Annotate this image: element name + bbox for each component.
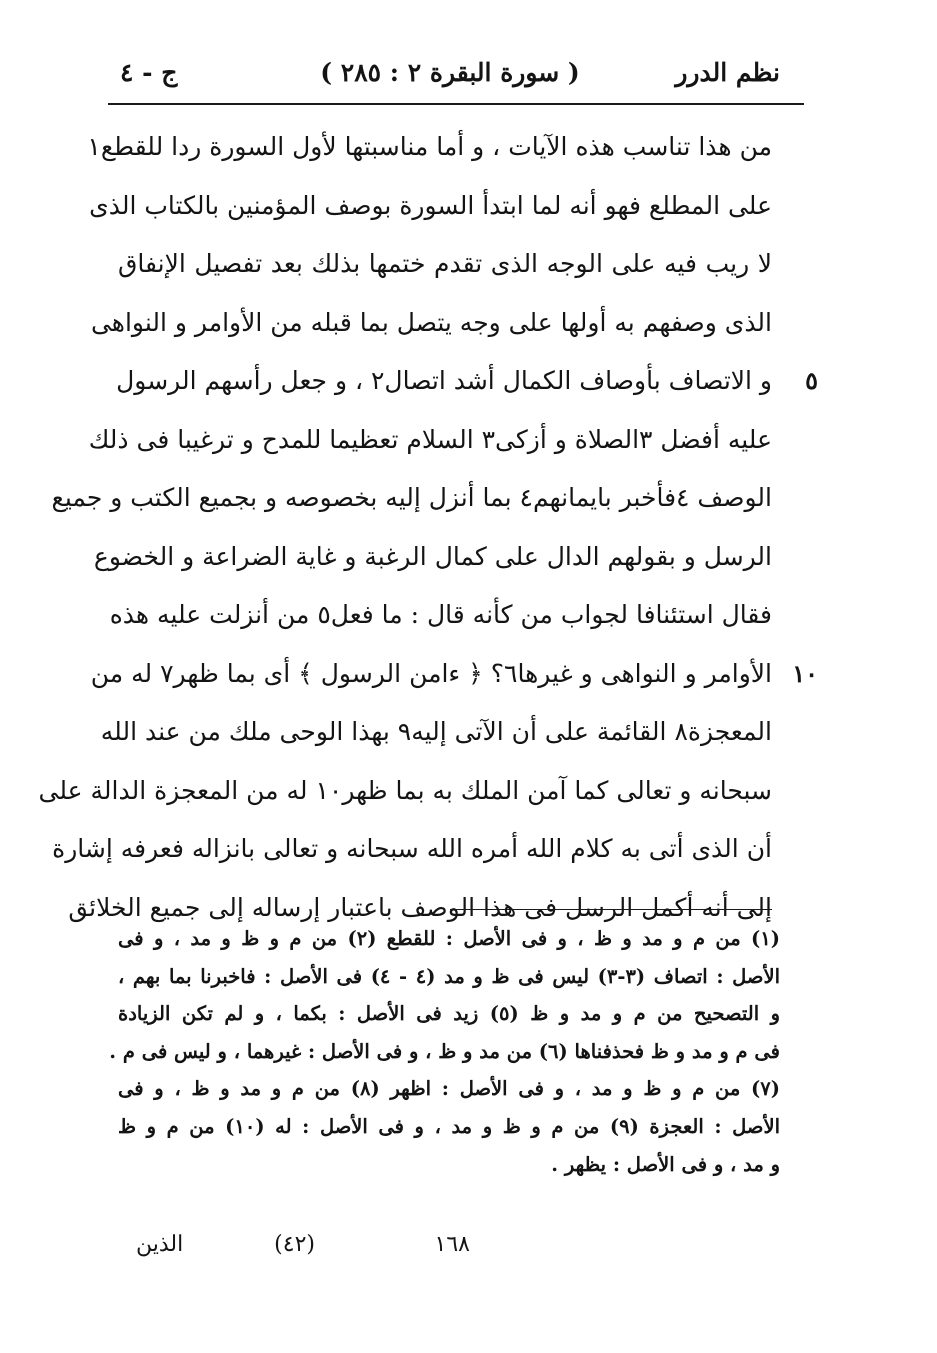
surah-reference: ( سورة البقرة ٢ : ٢٨٥ ) xyxy=(320,58,580,87)
text-line: على المطلع فهو أنه لما ابتدأ السورة بوصف المؤمنين بالكتاب الذى xyxy=(89,190,772,220)
text-line: الرسل و بقولهم الدال على كمال الرغبة و غاية الضراعة و الخضوع xyxy=(93,541,772,571)
page-number: ١٦٨ xyxy=(434,1232,470,1257)
footnote-line: و مد ، و فى الأصل : يظهر . xyxy=(551,1152,780,1176)
text-line: المعجزة٨ القائمة على أن الآتى إليه٩ بهذا الوحى ملك من عند الله xyxy=(100,717,772,746)
footnote-line: (١) من م و مد و ظ ، و فى الأصل : للقطع (٢) من م و ظ و مد ، و فى xyxy=(118,927,780,950)
text-line-content: الأوامر و النواهى و غيرها٦؟ ﴿ ءامن الرسول ﴾ أى بما ظهر٧ له من xyxy=(90,658,772,688)
text-line-5 xyxy=(116,352,818,411)
text-line-content: و الاتصاف بأوصاف الكمال أشد اتصال٢ ، و جعل رأسهم الرسول xyxy=(116,366,772,395)
footnote-rule xyxy=(450,909,772,910)
line-number-10: ١٠ xyxy=(792,658,818,688)
text-line-10 xyxy=(90,645,818,704)
text-line: أن الذى أتى به كلام الله أمره الله سبحانه و تعالى بانزاله فعرفه إشارة xyxy=(52,834,772,863)
footnote-line: و التصحيح من م و مد و ظ (٥) زيد فى الأصل : بكما ، و لم تكن الزيادة xyxy=(118,1002,780,1026)
book-title: نظم الدرر xyxy=(675,58,780,87)
text-line: عليه أفضل ٣الصلاة و أزكى٣ السلام تعظيما للمدح و ترغيبا فى ذلك xyxy=(88,424,772,454)
text-line: سبحانه و تعالى كما آمن الملك به بما ظهر١٠ له من المعجزة الدالة على xyxy=(38,775,772,805)
text-line: إلى أنه أكمل الرسل فى هذا الوصف باعتبار إرساله إلى جميع الخلائق xyxy=(68,892,772,922)
footnote-line: (٧) من م و ظ و مد ، و فى الأصل : اظهر (٨) من م و مد و ظ ، و فى xyxy=(118,1077,780,1101)
text-line: لا ريب فيه على الوجه الذى تقدم ختمها بذلك بعد تفصيل الإنفاق xyxy=(118,249,772,278)
footnote-line: فى م و مد و ظ فحذفناها (٦) من مد و ظ ، و فى الأصل : غيرهما ، و ليس فى م . xyxy=(109,1039,780,1063)
text-line: الوصف ٤فأخبر بايمانهم٤ بما أنزل إليه بخصوصه و بجميع الكتب و جميع xyxy=(51,483,772,512)
header-rule xyxy=(108,103,804,105)
main-text xyxy=(38,118,818,937)
text-line: من هذا تناسب هذه الآيات ، و أما مناسبتها لأول السورة ردا للقطع١ xyxy=(87,132,772,161)
page-footer xyxy=(130,1232,750,1272)
line-number-5: ٥ xyxy=(805,366,818,395)
footnote-line: الأصل : اتصاف (٣-٣) ليس فى ظ و مد (٤ - ٤) فى الأصل : فاخبرنا بما بهم ، xyxy=(118,964,781,988)
text-line: فقال استئنافا لجواب من كأنه قال : ما فعل٥ من أنزلت عليه هذه xyxy=(109,600,772,629)
footnotes xyxy=(109,920,781,1183)
text-line: الذى وصفهم به أولها على وجه يتصل بما قبله من الأوامر و النواهى xyxy=(90,307,772,337)
catchword: الذين xyxy=(136,1232,184,1257)
volume-label: ج - ٤ xyxy=(120,58,178,87)
footnote-line: الأصل : العجزة (٩) من م و ظ و مد ، و فى الأصل : له (١٠) من م و ظ xyxy=(118,1114,780,1138)
running-header xyxy=(120,52,780,102)
signature-number: (٤٢) xyxy=(274,1232,315,1257)
